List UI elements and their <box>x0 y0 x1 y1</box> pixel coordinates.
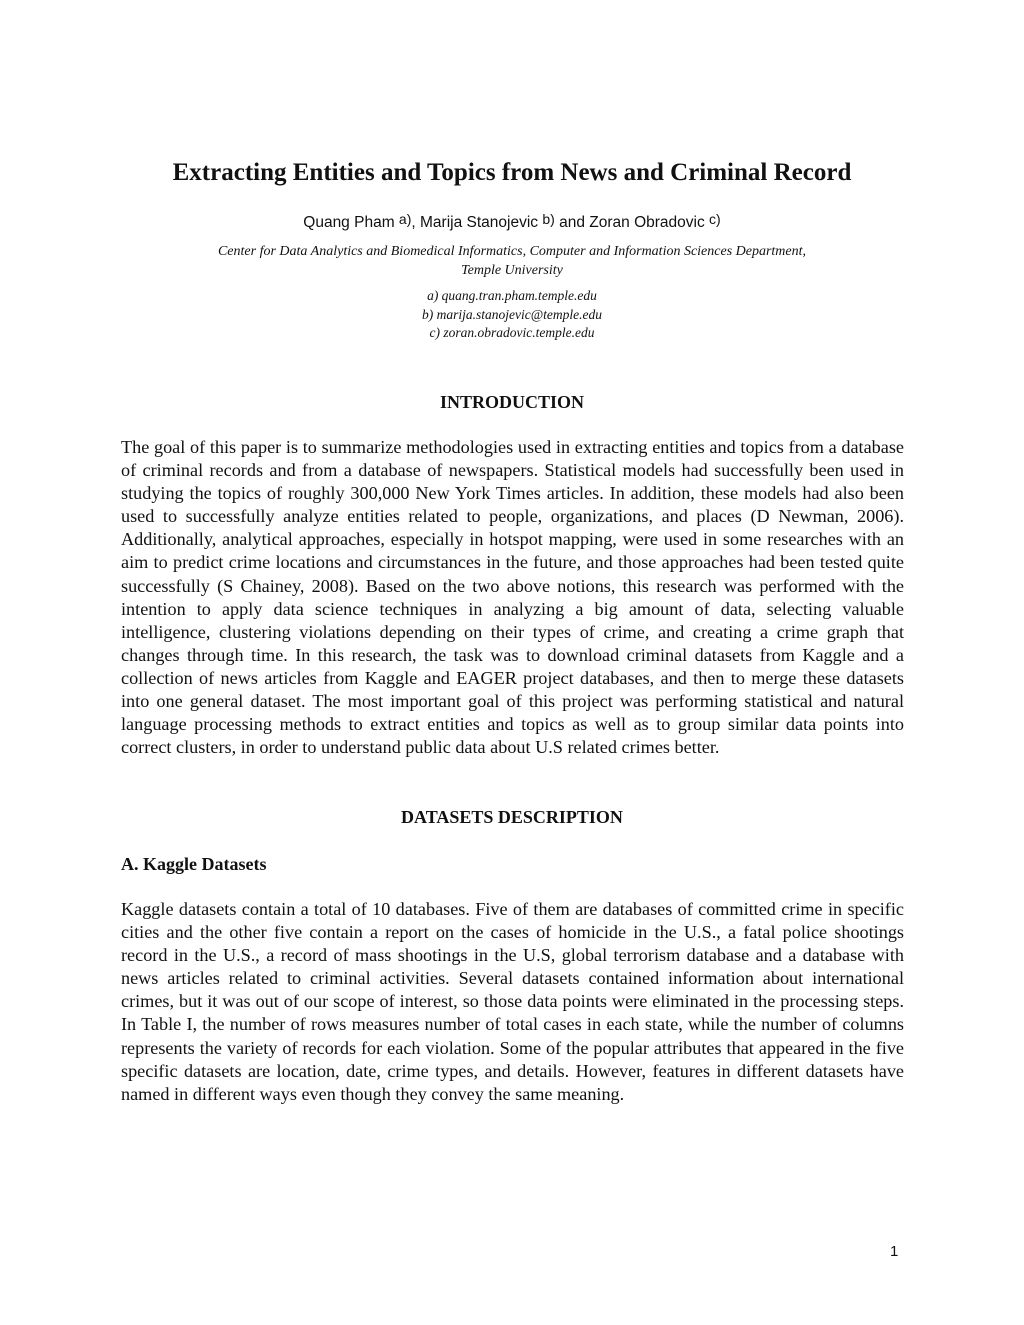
page-number: 1 <box>890 1243 899 1260</box>
author-line <box>0 210 1024 235</box>
affiliation-line: Temple University <box>461 263 563 278</box>
kaggle-subheading: A. Kaggle Datasets <box>121 854 267 874</box>
email-list <box>0 287 1024 343</box>
author-mark: c) <box>709 211 721 227</box>
email-a: a) quang.tran.pham.temple.edu <box>427 288 597 303</box>
author-name: Marija Stanojevic <box>420 214 539 231</box>
introduction-heading: INTRODUCTION <box>439 392 585 412</box>
affiliation <box>0 242 1024 280</box>
email-b: b) marija.stanojevic@temple.edu <box>421 306 602 322</box>
author-name: Zoran Obradovic <box>589 214 705 231</box>
paper-title: Extracting Entities and Topics from News and Criminal Record <box>172 159 852 186</box>
author-name: Quang Pham <box>303 214 395 231</box>
datasets-heading: DATASETS DESCRIPTION <box>401 807 623 827</box>
kaggle-paragraph: Kaggle datasets contain a total of 10 databases. Five of them are databases of committed crime in specific cities and the other five contain a report on the cases of homicide in the U.S., a fatal police shootings record in the U.S., a record of mass shootings in the U.S, global terrorism database and a database with news articles related to criminal activities. Several datasets contained information about international crimes, but it was out of our scope of interest, so those data points were eliminated in the processing steps. In Table I, the number of rows measures number of total cases in each state, while the number of columns represents the variety of records for each violation. Some of the popular attributes that appeared in the five specific datasets are location, date, crime types, and details. However, features in different datasets have named in different ways even though they convey the same meaning. <box>121 899 904 1104</box>
author-mark: b) <box>542 211 555 227</box>
author-separator: and <box>554 214 590 231</box>
email-c: c) zoran.obradovic.temple.edu <box>429 325 595 340</box>
affiliation-line: Center for Data Analytics and Biomedical Informatics, Computer and Information Sciences Department, <box>217 244 807 259</box>
author-separator: , <box>411 214 420 231</box>
introduction-paragraph: The goal of this paper is to summarize methodologies used in extracting entities and topics from a database of criminal records and from a database of newspapers. Statistical models had successfully been used in studying the topics of roughly 300,000 New York Times articles. In addition, these models had also been used to successfully analyze entities related to people, organizations, and places (D Newman, 2006). Additionally, analytical approaches, especially in hotspot mapping, were used in some researches with an aim to predict crime locations and circumstances in the future, and those approaches had been tested quite successfully (S Chainey, 2008). Based on the two above notions, this research was performed with the intention to apply data science techniques in analyzing a big amount of data, selecting valuable intelligence, clustering violations depending on their types of crime, and creating a crime graph that changes through time. In this research, the task was to download criminal datasets from Kaggle and a collection of news articles from Kaggle and EAGER project databases, and then to merge these datasets into one general dataset. The most important goal of this project was performing statistical and natural language processing methods to extract entities and topics as well as to group similar data points into correct clusters, in order to understand public data about U.S related crimes better. <box>121 437 904 758</box>
author-mark: a) <box>398 211 412 227</box>
